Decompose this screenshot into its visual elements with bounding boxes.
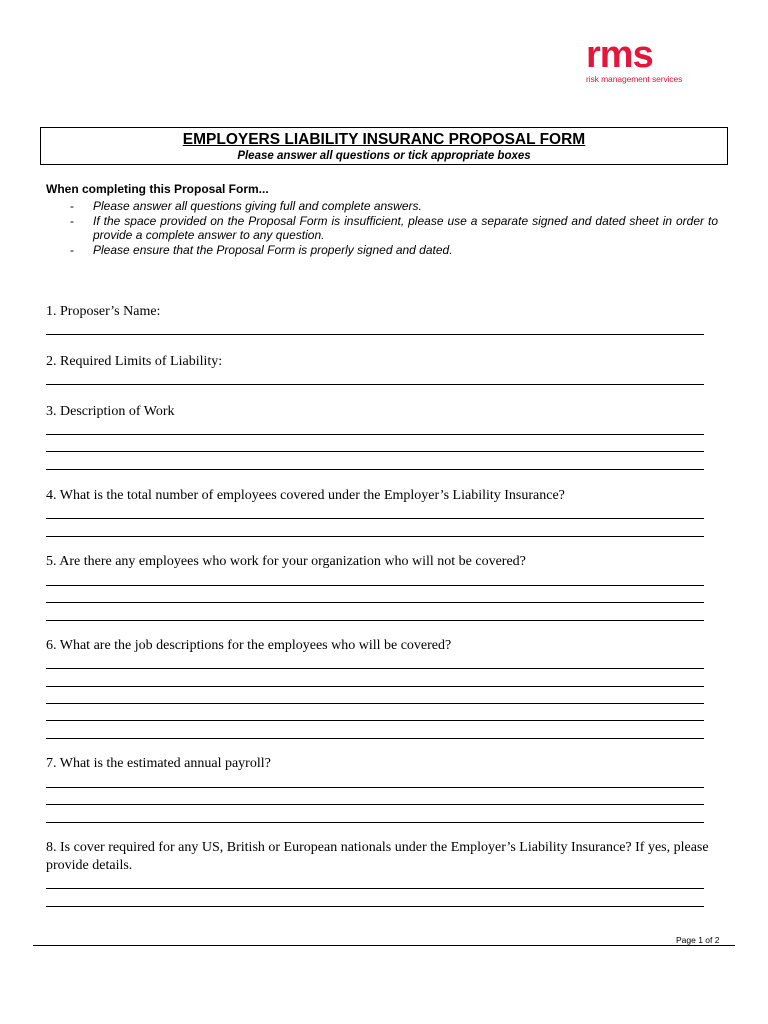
form-subtitle: Please answer all questions or tick appropriate boxes	[237, 150, 531, 162]
answer-line-q6[interactable]	[46, 668, 704, 669]
answer-line-q3[interactable]	[46, 469, 704, 470]
answer-line-q4[interactable]	[46, 518, 704, 519]
form-title-box	[40, 127, 728, 165]
answer-line-q2[interactable]	[46, 384, 704, 385]
answer-line-q6[interactable]	[46, 738, 704, 739]
answer-line-q8[interactable]	[46, 888, 704, 889]
question-4: 4. What is the total number of employees covered under the Employer’s Liability Insurance?	[46, 488, 565, 503]
bullet-dash: -	[70, 242, 74, 257]
footer-divider	[33, 945, 735, 946]
answer-line-q6[interactable]	[46, 720, 704, 721]
instructions-list	[46, 199, 726, 257]
answer-line-q3[interactable]	[46, 451, 704, 452]
question-1: 1. Proposer’s Name:	[46, 304, 161, 319]
answer-line-q3[interactable]	[46, 434, 704, 435]
answer-line-q7[interactable]	[46, 822, 704, 823]
answer-line-q7[interactable]	[46, 787, 704, 788]
instruction-item	[46, 214, 726, 243]
logo-subtitle: risk management services	[586, 74, 683, 84]
answer-line-q5[interactable]	[46, 620, 704, 621]
answer-line-q8[interactable]	[46, 906, 704, 907]
logo-mark: rms	[586, 34, 653, 76]
answer-line-q7[interactable]	[46, 804, 704, 805]
question-7: 7. What is the estimated annual payroll?	[46, 756, 271, 771]
answer-line-q5[interactable]	[46, 602, 704, 603]
instruction-item	[46, 243, 726, 258]
instructions-section	[46, 181, 726, 257]
question-8: 8. Is cover required for any US, British or European nationals under the Employer’s Liability Insurance? If yes, please provide details.	[46, 840, 709, 873]
answer-line-q6[interactable]	[46, 703, 704, 704]
question-6: 6. What are the job descriptions for the employees who will be covered?	[46, 638, 452, 653]
instructions-heading: When completing this Proposal Form...	[46, 182, 269, 196]
instruction-text: If the space provided on the Proposal Form is insufficient, please use a separate signed and dated sheet in order to provide a complete answer to any question.	[93, 213, 718, 242]
form-title: EMPLOYERS LIABILITY INSURANC PROPOSAL FORM	[182, 131, 586, 148]
answer-line-q1[interactable]	[46, 334, 704, 335]
question-2: 2. Required Limits of Liability:	[46, 354, 223, 369]
bullet-dash: -	[70, 213, 74, 228]
question-5: 5. Are there any employees who work for your organization who will not be covered?	[46, 554, 526, 569]
bullet-dash: -	[70, 199, 74, 213]
answer-line-q5[interactable]	[46, 585, 704, 586]
instruction-item	[46, 199, 726, 214]
answer-line-q4[interactable]	[46, 536, 704, 537]
rms-logo	[586, 34, 696, 84]
page-number: Page 1 of 2	[676, 935, 720, 945]
instruction-text: Please ensure that the Proposal Form is properly signed and dated.	[93, 242, 453, 257]
instruction-text: Please answer all questions giving full and complete answers.	[93, 199, 422, 213]
answer-line-q6[interactable]	[46, 686, 704, 687]
question-3: 3. Description of Work	[46, 404, 175, 419]
